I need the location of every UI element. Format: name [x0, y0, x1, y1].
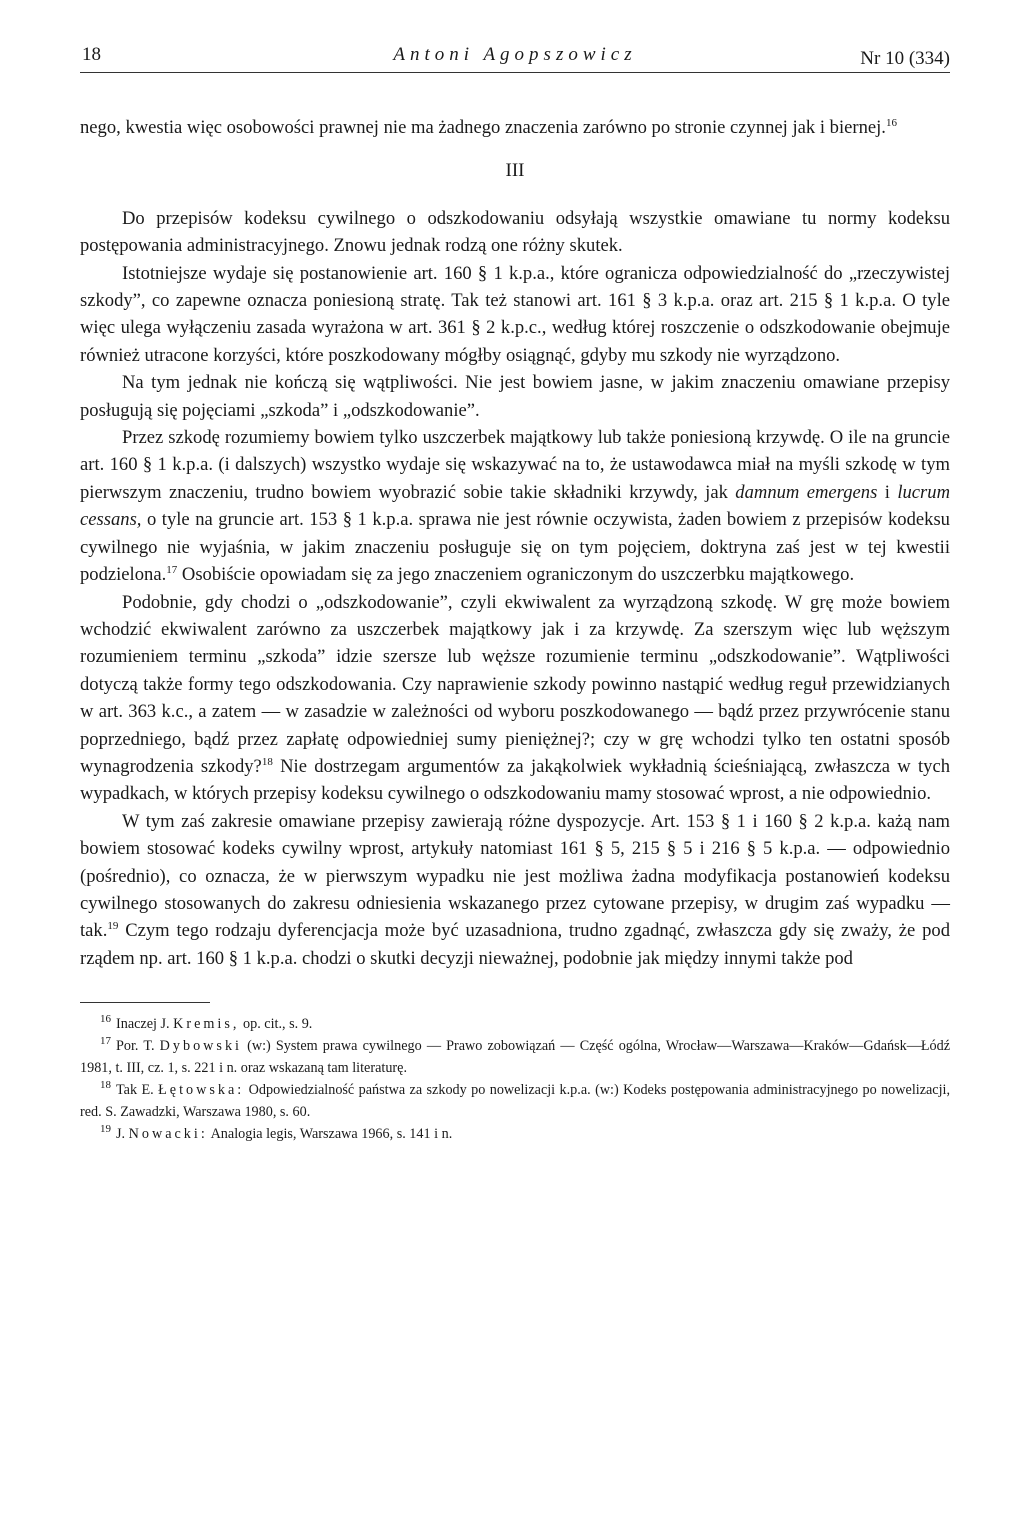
paragraph: nego, kwestia więc osobowości prawnej nie ma żadnego znaczenia zarówno po stronie czynnej jak i biernej.$^{16}$ [80, 116, 897, 138]
page-number: 18 [82, 44, 101, 65]
footnote: $^{16}$ Inaczej J. Kremis, op. cit., s. 9. [100, 1013, 313, 1033]
paragraph: W tym zaś zakresie omawiane przepisy zawierają różne dyspozycje. Art. 153 § 1 i 160 § 2 k.p.a. każą nam bowiem stosować kodeks cywilny wprost, artykuły natomiast 161 § 5, 215 § 5 i 216 § 5 k.p.a. — odpowiednio (pośrednio), co oznacza, że w pierwszym wypadku nie jest możliwa żadna modyfikacja postanowień kodeksu cywilnego stosowanych do zakresu odniesienia wskazanego przez cytowane przepisy, w drugim zaś wypadku — tak.$^{19}$ Czym tego rodzaju dyferencjacja może być uzasadniona, trudno zgadnąć, zwłaszcza gdy się zważy, że pod rządem np. art. 160 § 1 k.p.a. chodzi o skutki decyzji nieważnej, podobnie jak między innymi także pod [80, 810, 950, 969]
footnote: $^{18}$ Tak E. Łętowska: Odpowiedzialność państwa za szkody po nowelizacji k.p.a. (w:) Kodeks postępowania administracyjnego po nowelizacji, red. S. Zawadzki, Warszawa 1980, s. 60. [80, 1079, 951, 1121]
paragraph: Podobnie, gdy chodzi o „odszkodowanie”, czyli ekwiwalent za wyrządzoną szkodę. W grę może bowiem wchodzić ekwiwalent zarówno za uszczerbek majątkowy jak i za krzywdę. Za szerszym więc lub węższym rozumieniem terminu „szkoda” idzie szersze lub węższe rozumienie terminu „odszkodowanie”. Wątpliwości dotyczą także formy tego odszkodowania. Czy naprawienie szkody powinno nastąpić według reguł przewidzianych w art. 363 k.c., a zatem — w zasadzie w zależności od wyboru poszkodowanego — bądź przez przywrócenie stanu poprzedniego, bądź przez zapłatę odpowiedniej sumy pieniężnej?; czy w grę wchodzi tylko ten ostatni sposób wynagrodzenia szkody?$^{18}$ Nie dostrzegam argumentów za jakąkolwiek wykładnią ścieśniającą, zwłaszcza w tych wypadkach, w których przepisy kodeksu cywilnego o odszkodowaniu mamy stosować wprost, a nie odpowiednio. [80, 591, 951, 805]
paragraph: Na tym jednak nie kończą się wątpliwości. Nie jest bowiem jasne, w jakim znaczeniu omawiane przepisy posługują się pojęciami „szkoda” i „odszkodowanie”. [80, 372, 950, 421]
journal-page [80, 38, 950, 1145]
footnote-ref: 18 [261, 755, 273, 768]
footnote-ref: 16 [885, 116, 897, 129]
footnote-ref: 17 [166, 563, 178, 576]
latin-term: lucrum cessans, [80, 481, 951, 531]
footnotes [80, 1013, 950, 1145]
paragraph: Istotniejsze wydaje się postanowienie art. 160 § 1 k.p.a., które ogranicza odpowiedzialność do „rzeczywistej szkody”, co zapewne oznacza poniesioną stratę. Tak też stanowi art. 161 § 3 k.p.a. oraz art. 215 § 1 k.p.a. O tyle więc ulega wyłączeniu zasada wyrażona w art. 361 § 2 k.p.c., według której roszczenie o odszkodowanie obejmuje również utracone korzyści, które poszkodowany mógłby osiągnąć, gdyby mu szkody nie wyrządzono. [80, 262, 950, 366]
cited-author: Nowacki: [128, 1126, 208, 1143]
footnote: $^{17}$ Por. T. Dybowski (w:) System prawa cywilnego — Prawo zobowiązań — Część ogólna, Wrocław—Warszawa—Kraków—Gdańsk—Łódź 1981, t. III, cz. 1, s. 221 i n. oraz wskazaną tam literaturę. [80, 1035, 951, 1077]
issue-number: Nr 10 (334) [860, 48, 950, 69]
footnote: $^{19}$ J. Nowacki: Analogia legis, Warszawa 1966, s. 141 i n. [100, 1123, 453, 1143]
section-heading: III [505, 160, 525, 182]
paragraph: Do przepisów kodeksu cywilnego o odszkodowaniu odsyłają wszystkie omawiane tu normy kodeksu postępowania administracyjnego. Znowu jednak rodzą one różny skutek. [80, 207, 950, 257]
latin-term: damnum emergens [735, 481, 878, 503]
footnote-rule [80, 1002, 210, 1003]
cited-author: Łętowska: [158, 1082, 245, 1099]
header-rule [80, 72, 950, 73]
article-body [80, 114, 950, 972]
footnote-ref: 19 [107, 920, 119, 933]
paragraph: Przez szkodę rozumiemy bowiem tylko uszczerbek majątkowy lub także poniesioną krzywdę. O ile na gruncie art. 160 § 1 k.p.a. (i dalszych) wszystko wydaje się wskazywać na to, że ustawodawca miał na myśli szkodę w tym pierwszym znaczeniu, trudno bowiem wyobrazić sobie takie składniki krzywdy, jak damnum emergens i lucrum cessans, o tyle na gruncie art. 153 § 1 k.p.a. sprawa nie jest równie oczywista, żaden bowiem z przepisów kodeksu cywilnego nie wyjaśnia, w jakim znaczeniu posługuje się on tym pojęciem, doktryna zaś jest w tej kwestii podzielona.$^{17}$ Osobiście opowiadam się za jego znaczeniem ograniczonym do uszczerbku majątkowego. [80, 427, 951, 586]
running-author: Antoni Agopszowicz [393, 44, 637, 65]
cited-author: Kremis, [173, 1016, 240, 1033]
running-header [80, 38, 950, 74]
cited-author: Dybowski [159, 1038, 242, 1055]
